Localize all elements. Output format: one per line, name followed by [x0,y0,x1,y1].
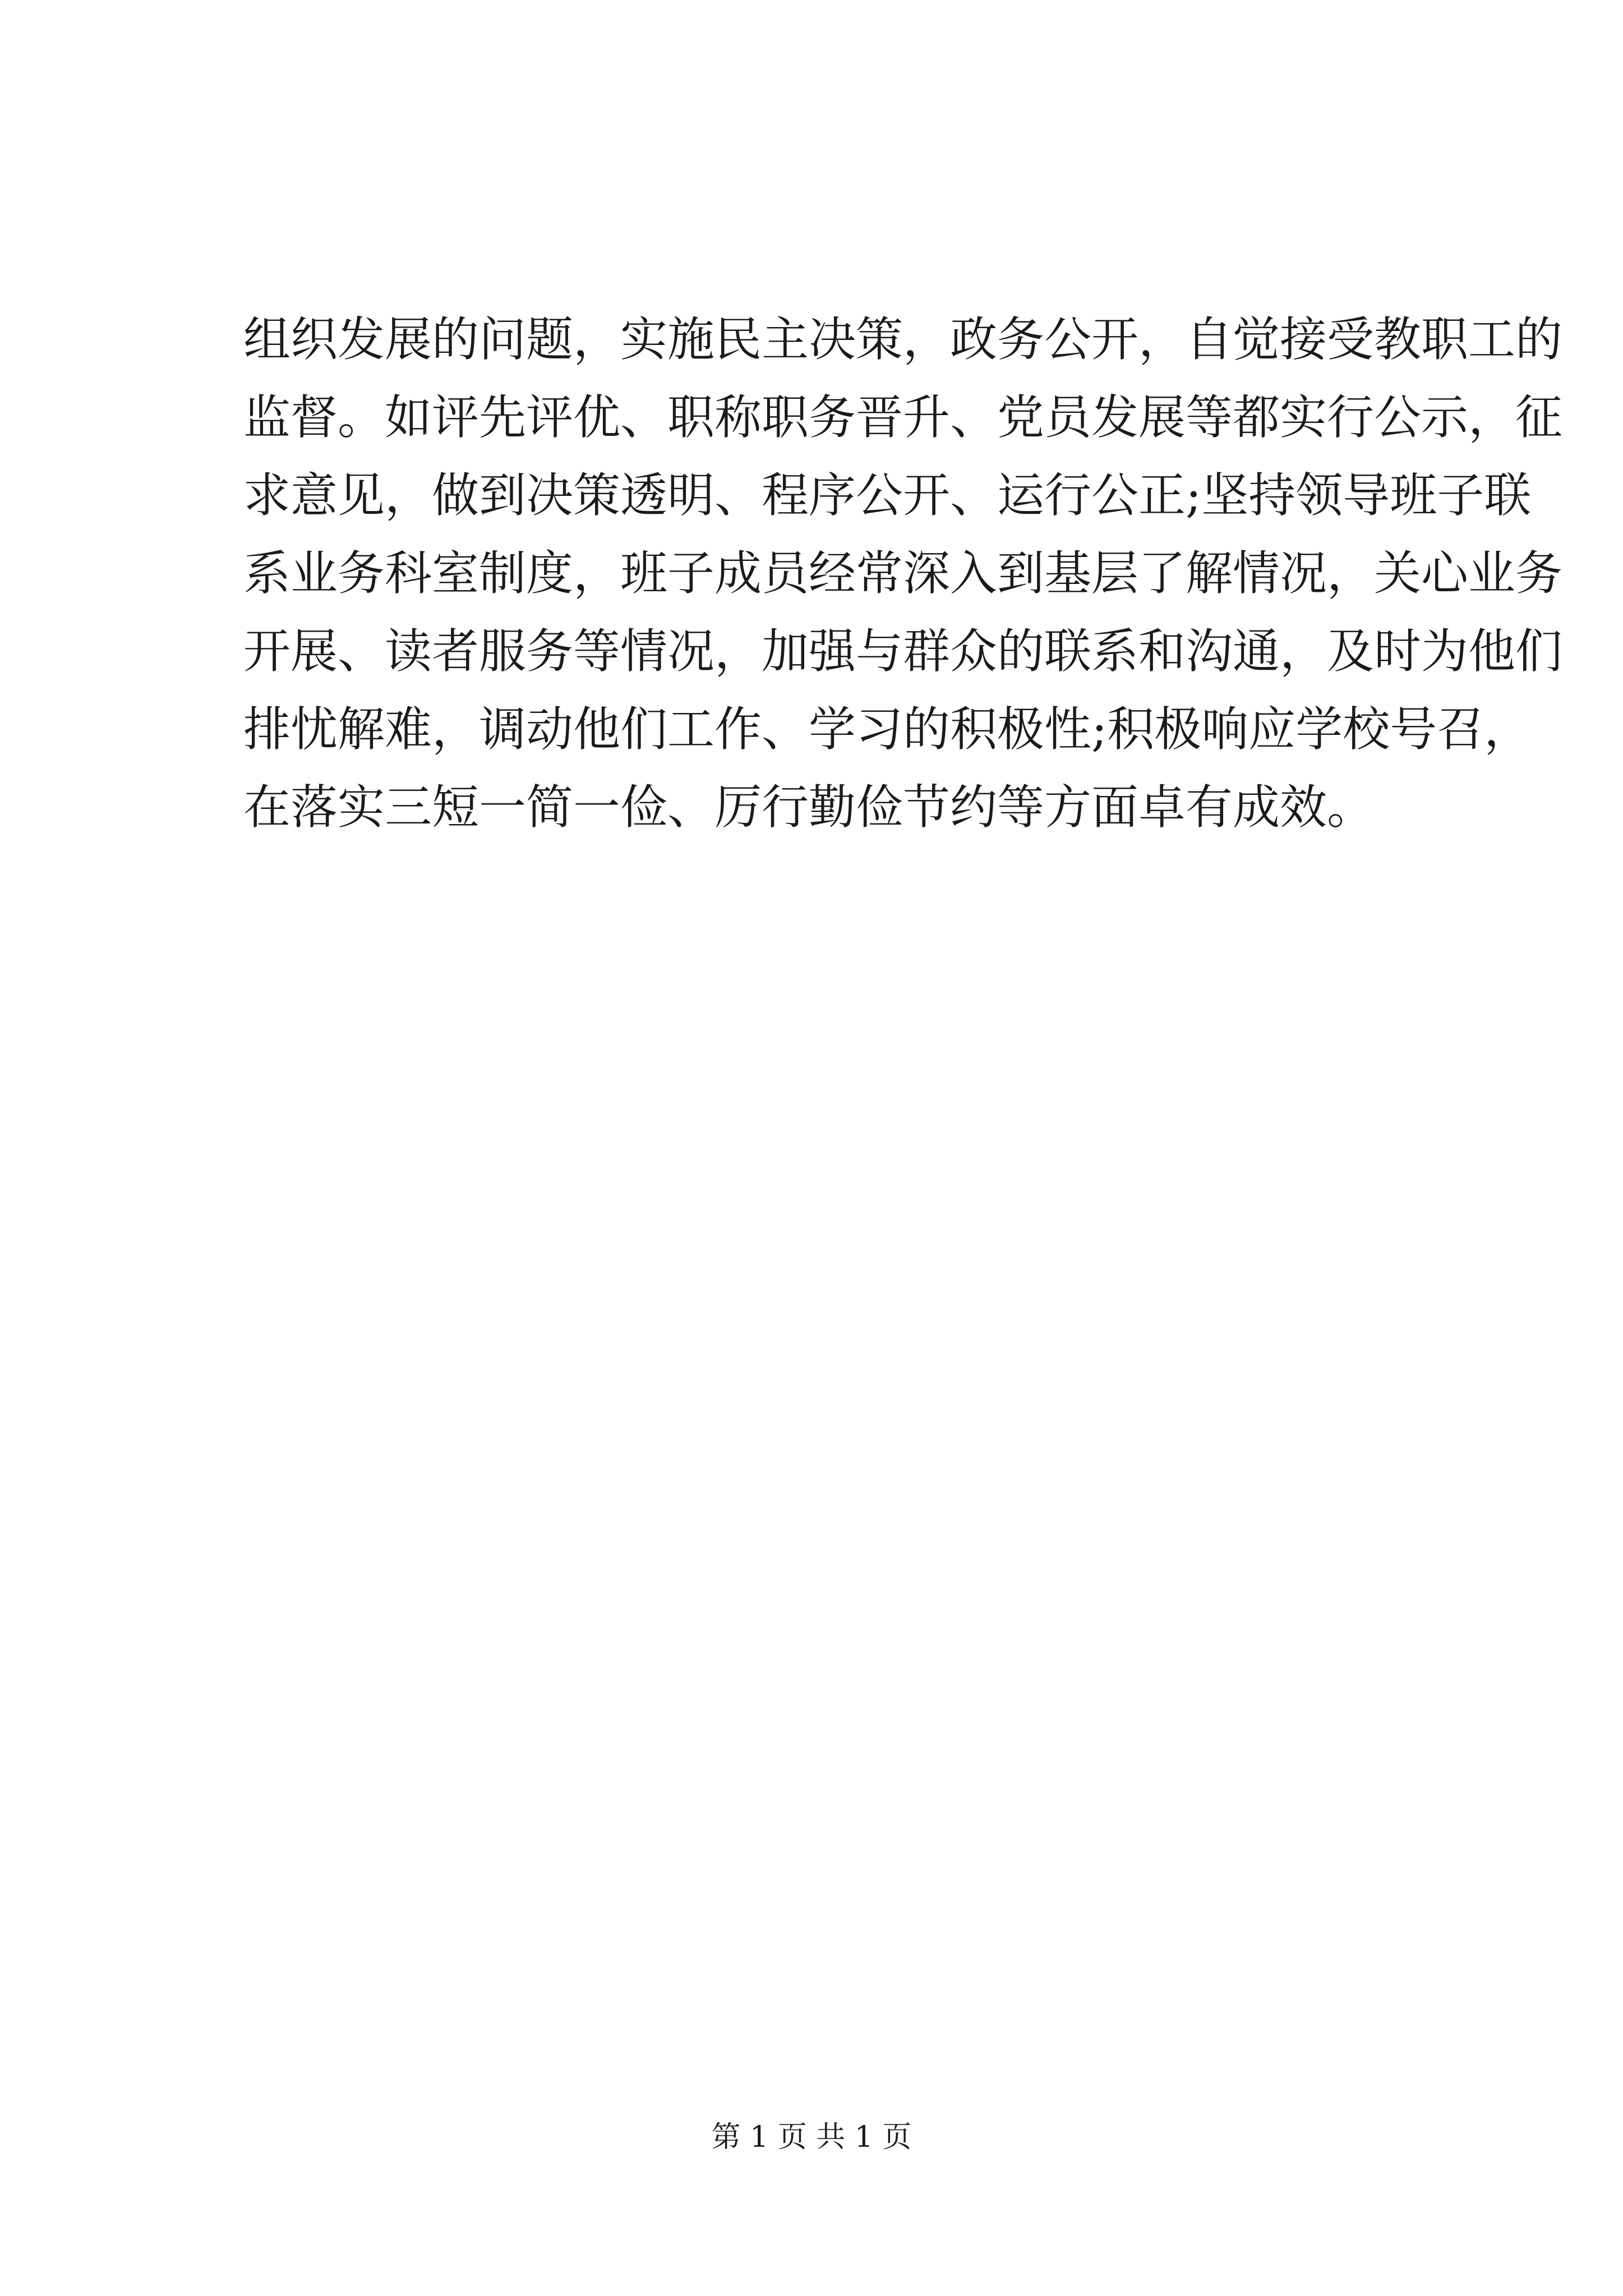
paragraph-line-4: 系业务科室制度，班子成员经常深入到基层了解情况，关心业务 [243,546,1563,601]
paragraph-line-1: 组织发展的问题，实施民主决策，政务公开，自觉接受教职工的 [243,312,1563,367]
paragraph-line-7: 在落实三短一简一俭、厉行勤俭节约等方面卓有成效。 [243,780,1375,835]
page-number-label: 第 1 页 共 1 页 [711,2120,912,2154]
body-paragraph [243,301,1563,846]
page-footer [0,2118,1623,2157]
paragraph-line-3: 求意见，做到决策透明、程序公开、运行公正;坚持领导班子联 [243,468,1532,523]
paragraph-line-6: 排忧解难，调动他们工作、学习的积极性;积极响应学校号召， [243,702,1532,757]
paragraph-line-2: 监督。如评先评优、职称职务晋升、党员发展等都实行公示，征 [243,390,1563,445]
paragraph-line-5: 开展、读者服务等情况，加强与群众的联系和沟通，及时为他们 [243,624,1563,679]
